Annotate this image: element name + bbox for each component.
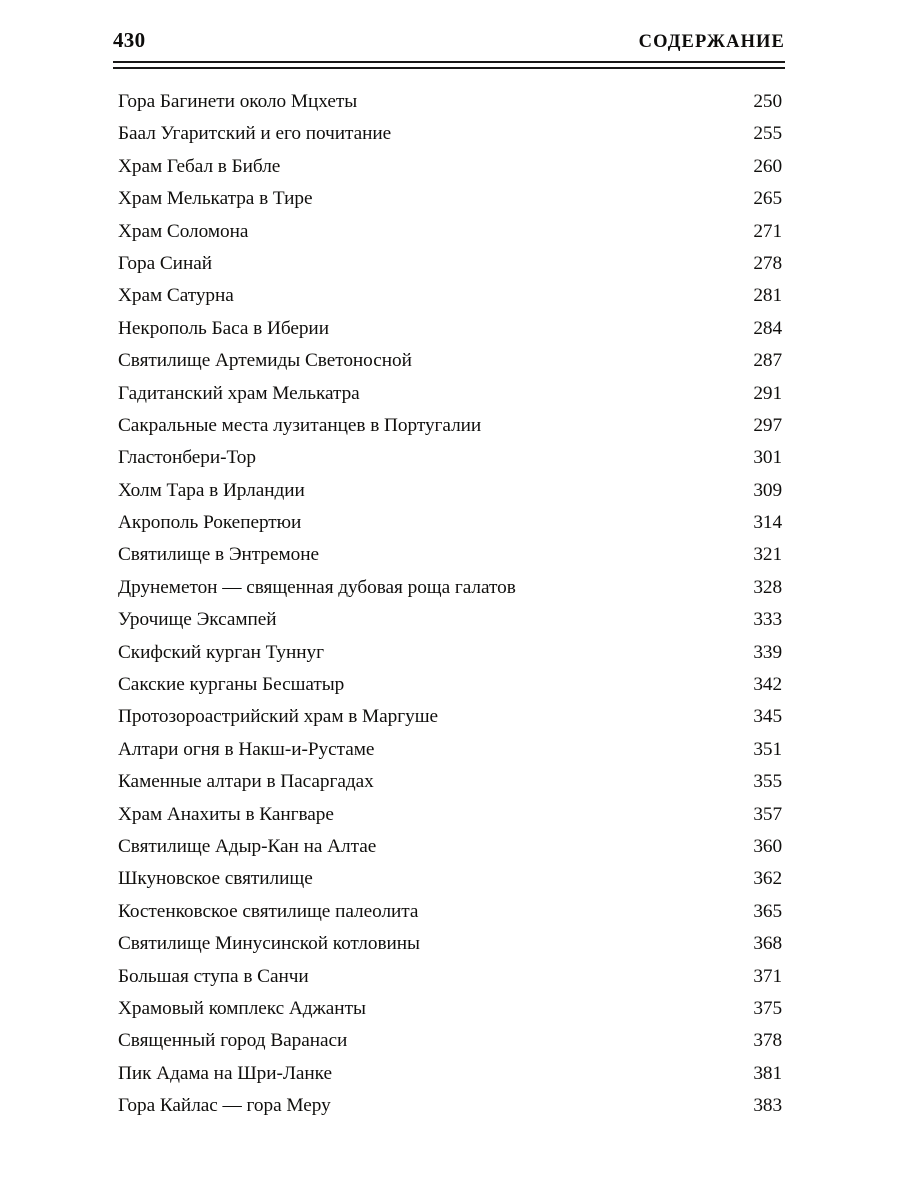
toc-entry: [118, 475, 782, 507]
toc-entry-title: Урочище Эксампей: [118, 609, 277, 631]
toc-entry-page-number: 297: [753, 414, 782, 436]
dot-leader: [331, 1115, 753, 1116]
dot-leader: [309, 985, 753, 986]
dot-leader: [334, 823, 753, 824]
toc-entry-title: Скифский курган Туннуг: [118, 641, 324, 663]
toc-entry-page-number: 250: [753, 91, 782, 112]
toc-entry-title: Святилище Артемиды Светоносной: [118, 350, 412, 372]
toc-entry-title: Храмовый комплекс Аджанты: [118, 997, 366, 1019]
toc-entry-page-number: 314: [753, 512, 782, 534]
dot-leader: [301, 531, 753, 532]
toc-entry-title: Гора Кайлас — гора Меру: [118, 1095, 331, 1117]
toc-entry-page-number: 333: [753, 609, 782, 631]
toc-entry-page-number: 339: [753, 641, 782, 663]
toc-entry: [118, 928, 782, 960]
toc-entry: [118, 831, 782, 863]
dot-leader: [379, 758, 752, 759]
toc-entry-page-number: 383: [753, 1095, 782, 1117]
toc-entry: [118, 539, 782, 571]
toc-entry-title: Большая ступа в Санчи: [118, 965, 309, 987]
dot-leader: [332, 1082, 753, 1083]
toc-entry: [118, 572, 782, 604]
toc-entry-title: Храм Мелькатра в Тире: [118, 188, 313, 210]
toc-entry: [118, 1025, 782, 1057]
toc-entry-title: Баал Угаритский и его почитание: [118, 123, 392, 145]
toc-entry-page-number: 255: [753, 123, 782, 145]
toc-entry-page-number: 271: [753, 220, 782, 242]
toc-entry-page-number: 360: [753, 835, 782, 857]
toc-entry-title: Алтари огня в Накш-и-Рустаме: [118, 738, 375, 760]
running-head: [113, 28, 785, 58]
toc-entry-title: Гора Багинети около Мцхеты: [118, 91, 358, 112]
toc-entry: [118, 410, 782, 442]
toc-entry: [118, 442, 782, 474]
toc-entry-page-number: 368: [753, 933, 782, 955]
toc-entry-title: Святилище Адыр-Кан на Алтае: [118, 835, 377, 857]
toc-entry: [118, 345, 782, 377]
toc-entry-page-number: 301: [753, 447, 782, 469]
toc-entry-title: Сакральные места лузитанцев в Португалии: [118, 414, 482, 436]
dot-leader: [280, 175, 753, 176]
dot-leader: [253, 240, 753, 241]
toc-entry: [118, 896, 782, 928]
toc-entry: [118, 280, 782, 312]
toc-entry-title: Холм Тара в Ирландии: [118, 479, 305, 501]
toc-entry-page-number: 287: [753, 350, 782, 372]
toc-entry: [118, 313, 782, 345]
toc-entry: [118, 961, 782, 993]
dot-leader: [420, 953, 753, 954]
dot-leader: [521, 596, 753, 597]
dot-leader: [412, 370, 753, 371]
toc-entry-page-number: 362: [753, 868, 782, 890]
dot-leader: [481, 434, 753, 435]
toc-entry: [118, 734, 782, 766]
toc-entry: [118, 248, 782, 280]
toc-entry-title: Гора Синай: [118, 252, 212, 274]
toc-entry-page-number: 260: [753, 155, 782, 177]
toc-entry-page-number: 357: [753, 803, 782, 825]
toc-entry-page-number: 355: [753, 771, 782, 793]
toc-entry-page-number: 342: [753, 674, 782, 696]
toc-entry: [118, 378, 782, 410]
toc-entry: [118, 151, 782, 183]
toc-entry-page-number: 321: [753, 544, 782, 566]
toc-entry: [118, 1058, 782, 1090]
dot-leader: [319, 564, 753, 565]
toc-entry-page-number: 351: [753, 738, 782, 760]
dot-leader: [391, 143, 753, 144]
dot-leader: [376, 855, 753, 856]
toc-entry-title: Храм Анахиты в Кангваре: [118, 803, 334, 825]
toc-entry: [118, 118, 782, 150]
toc-entry-page-number: 281: [753, 285, 782, 307]
toc-entry-title: Пик Адама на Шри-Ланке: [118, 1062, 332, 1084]
dot-leader: [313, 208, 753, 209]
dot-leader: [374, 791, 753, 792]
toc-entry-page-number: 309: [753, 479, 782, 501]
toc-entry-title: Сакские курганы Бесшатыр: [118, 674, 345, 696]
toc-entry: [118, 86, 782, 118]
toc-entry-title: Костенковское святилище палеолита: [118, 900, 419, 922]
dot-leader: [239, 305, 753, 306]
toc-entry-title: Храм Соломона: [118, 220, 249, 242]
toc-entry-page-number: 278: [753, 252, 782, 274]
dot-leader: [329, 337, 753, 338]
toc-entry: [118, 604, 782, 636]
dot-leader: [344, 693, 753, 694]
toc-entry-title: Каменные алтари в Пасаргадах: [118, 771, 374, 793]
toc-entry: [118, 507, 782, 539]
dot-leader: [277, 629, 753, 630]
toc-entry-page-number: 381: [753, 1062, 782, 1084]
dot-leader: [423, 920, 752, 921]
dot-leader: [443, 726, 753, 727]
toc-entry-page-number: 371: [753, 965, 782, 987]
header-rule-top: [113, 61, 785, 63]
running-head-title: СОДЕРЖАНИЕ: [638, 32, 785, 52]
toc-entry-title: Святилище Минусинской котловины: [118, 933, 420, 955]
toc-entry-page-number: 365: [753, 900, 782, 922]
toc-entry-title: Храм Гебал в Библе: [118, 155, 281, 177]
toc-entry-page-number: 284: [753, 317, 782, 339]
toc-entry-page-number: 345: [753, 706, 782, 728]
dot-leader: [212, 272, 753, 273]
dot-leader: [362, 110, 753, 111]
toc-entry: [118, 669, 782, 701]
toc-entry-title: Некрополь Баса в Иберии: [118, 317, 329, 339]
toc-entry-page-number: 375: [753, 997, 782, 1019]
toc-entry: [118, 701, 782, 733]
toc-entry-title: Священный город Варанаси: [118, 1030, 348, 1052]
toc-entry-title: Святилище в Энтремоне: [118, 544, 319, 566]
dot-leader: [261, 467, 753, 468]
toc-entry-title: Гластонбери-Тор: [118, 447, 256, 469]
header-rule-bottom: [113, 67, 785, 69]
toc-entry-title: Гадитанский храм Мелькатра: [118, 382, 360, 404]
header-double-rule: [113, 61, 785, 70]
toc-entry: [118, 183, 782, 215]
toc-entry-page-number: 378: [753, 1030, 782, 1052]
toc-entry-page-number: 265: [753, 188, 782, 210]
dot-leader: [329, 661, 753, 662]
folio-number: 430: [113, 28, 146, 52]
dot-leader: [365, 402, 753, 403]
dot-leader: [371, 1017, 753, 1018]
dot-leader: [352, 1050, 753, 1051]
toc-entry: [118, 799, 782, 831]
table-of-contents-list: [118, 86, 782, 1123]
dot-leader: [310, 499, 753, 500]
toc-entry: [118, 637, 782, 669]
toc-entry-page-number: 291: [753, 382, 782, 404]
toc-entry: [118, 863, 782, 895]
toc-entry-title: Друнеметон — священная дубовая роща галатов: [118, 576, 516, 598]
toc-entry: [118, 993, 782, 1025]
dot-leader: [313, 888, 753, 889]
toc-entry-page-number: 328: [753, 576, 782, 598]
toc-entry: [118, 766, 782, 798]
toc-entry-title: Шкуновское святилище: [118, 868, 313, 890]
toc-entry-title: Храм Сатурна: [118, 285, 234, 307]
toc-entry-title: Акрополь Рокепертюи: [118, 512, 302, 534]
toc-entry-title: Протозороастрийский храм в Маргуше: [118, 706, 439, 728]
toc-entry: [118, 216, 782, 248]
toc-entry: [118, 1090, 782, 1122]
